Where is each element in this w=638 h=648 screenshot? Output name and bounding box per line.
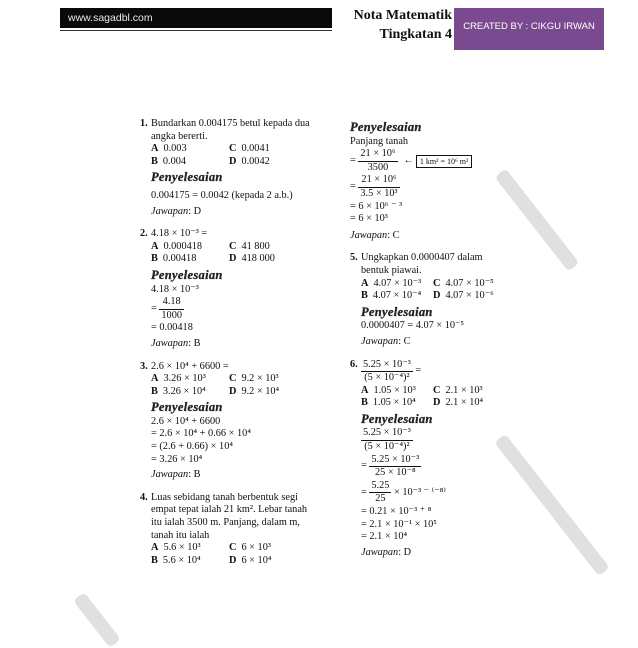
option — [229, 555, 299, 568]
denominator: 25 × 10⁻⁸ — [375, 467, 416, 479]
denominator: (5 × 10⁻⁴)² — [364, 372, 410, 384]
option-key: A — [151, 542, 159, 554]
option-value: 4.07 × 10⁻⁶ — [445, 290, 494, 302]
question-1 — [140, 118, 320, 143]
penyelesaian-heading: Penyelesaian — [361, 411, 433, 426]
option-key: C — [229, 373, 237, 385]
question-text: Bundarkan 0.004175 betul kepada dua angka bererti. — [151, 118, 310, 142]
right-column — [350, 118, 502, 559]
answer — [151, 206, 320, 219]
option-value: 5.6 × 10³ — [163, 542, 201, 554]
solution-fraction-line: = $\frac{\text{21 × 10⁶}}{\text{3.5 × 10³}}$ — [350, 174, 398, 199]
question-number: 1. — [140, 118, 148, 129]
answer-value: : D — [188, 205, 202, 217]
option-value: 0.004 — [162, 155, 187, 167]
fraction — [361, 427, 413, 453]
penyelesaian-heading: Penyelesaian — [151, 170, 223, 185]
solution-line: = 2.1 × 10⁻¹ × 10⁵ — [361, 518, 437, 530]
penyelesaian-heading: Penyelesaian — [361, 304, 433, 319]
numerator: 4.18 — [159, 296, 184, 310]
solution-fraction-line: = $\frac{5.25}{25}$ × 10⁻³ ⁻ ⁽⁻⁸⁾ — [361, 479, 446, 505]
solution-line: = (2.6 + 0.66) × 10⁴ — [151, 441, 233, 453]
option-key: B — [151, 554, 158, 566]
answer-value: : B — [188, 469, 201, 481]
option-value: 6 × 10⁴ — [241, 554, 272, 566]
option-value: 3.26 × 10⁴ — [162, 385, 206, 397]
answer-value: : B — [188, 337, 201, 349]
numerator: 21 × 10⁶ — [358, 174, 399, 188]
question-text: Luas sebidang tanah berbentuk segi empat tepat ialah 21 km². Lebar tanah itu ialah 3500 m. Panjang, dalam m, tanah itu ialah — [151, 491, 308, 541]
site-url[interactable]: www.sagadbl.com — [68, 12, 153, 24]
solution-line: Panjang tanah — [350, 135, 409, 147]
option-value: 1.05 × 10³ — [373, 384, 416, 396]
question-number: 5. — [350, 252, 358, 264]
answer — [361, 547, 502, 560]
solution-line: = 0.21 × 10⁻³ ⁺ ⁸ — [361, 506, 432, 518]
option-value: 4.07 × 10⁻⁵ — [445, 277, 494, 289]
fraction — [159, 296, 184, 322]
question-3 — [140, 361, 320, 374]
numerator: 5.25 × 10⁻³ — [361, 359, 413, 373]
solution-line: = 2.6 × 10⁴ + 0.66 × 10⁴ — [151, 428, 251, 440]
answer-label: Jawapan — [361, 335, 399, 347]
option-value: 0.00418 — [162, 253, 197, 265]
question-text: $\frac{\text{5.25 × 10⁻³}}{\text{(5 × 10⁻⁴)²}}$ = — [363, 358, 422, 384]
option-key: D — [229, 554, 237, 566]
option-key: C — [229, 542, 237, 554]
conversion-note: 1 km² = 10⁶ m² — [416, 155, 473, 168]
denominator: 3500 — [367, 161, 389, 173]
question-number: 2. — [140, 228, 148, 240]
option-key: A — [151, 240, 159, 252]
option — [361, 397, 433, 410]
option-key: A — [361, 384, 369, 396]
option-key: A — [151, 373, 159, 385]
question-number: 4. — [140, 491, 148, 503]
solution-line: = 6 × 10³ — [350, 213, 388, 225]
page-header — [0, 0, 638, 52]
credit-badge — [454, 8, 604, 50]
option — [151, 386, 229, 399]
answer-label: Jawapan — [151, 337, 189, 349]
left-column — [140, 118, 320, 567]
solution-line: 4.18 × 10⁻³ — [151, 283, 199, 295]
question-number: 6. — [350, 358, 358, 370]
option — [229, 143, 299, 156]
option-key: C — [433, 384, 441, 396]
q6-options — [361, 385, 502, 410]
question-number: 3. — [140, 360, 148, 372]
option-value: 0.0041 — [241, 143, 270, 155]
option — [151, 156, 229, 169]
option — [229, 542, 299, 555]
option-key: C — [229, 240, 237, 252]
solution-line: = 0.00418 — [151, 322, 193, 334]
option-key: B — [151, 385, 158, 397]
answer — [350, 230, 502, 243]
option-key: C — [433, 277, 441, 289]
answer-label: Jawapan — [151, 205, 189, 217]
denominator: (5 × 10⁻⁴)² — [364, 441, 410, 453]
question-text: 2.6 × 10⁴ + 6600 = — [151, 360, 229, 372]
site-banner — [60, 8, 332, 28]
question-text: Ungkapkan 0.0000407 dalam bentuk piawai. — [361, 252, 483, 276]
fraction — [369, 454, 421, 480]
q4-options — [151, 542, 320, 567]
option-value: 4.07 × 10⁻³ — [373, 277, 422, 289]
option-value: 418 000 — [241, 253, 275, 265]
header-rule — [60, 30, 332, 31]
document-title — [340, 6, 452, 44]
question-2 — [140, 228, 320, 241]
q5-options — [361, 278, 502, 303]
question-4 — [140, 492, 320, 542]
exponent-tail: × 10⁻³ ⁻ ⁽⁻⁸⁾ — [394, 486, 446, 498]
q2-options — [151, 241, 320, 266]
option-key: B — [361, 397, 368, 409]
option-key: D — [433, 290, 441, 302]
option — [433, 385, 509, 398]
option-value: 0.003 — [163, 143, 187, 155]
solution-fraction-line: = $\frac{4.18}{1000}$ — [151, 296, 182, 321]
answer — [361, 336, 502, 349]
fraction — [361, 359, 413, 385]
option-value: 9.2 × 10³ — [241, 373, 279, 385]
option-value: 2.1 × 10³ — [445, 384, 483, 396]
option-value: 6 × 10³ — [241, 542, 271, 554]
title-line-1: Nota Matematik — [353, 8, 452, 23]
option-key: A — [151, 143, 159, 155]
fraction — [358, 148, 397, 174]
solution-fraction-line: = $\frac{\text{5.25 × 10⁻³}}{\text{25 × 10⁻⁸}}$ — [361, 453, 420, 479]
option-key: B — [151, 155, 158, 167]
penyelesaian-heading: Penyelesaian — [151, 400, 223, 415]
option-key: D — [229, 385, 237, 397]
watermark-stripe — [73, 592, 121, 648]
solution-fraction-line — [361, 427, 502, 453]
fraction — [369, 480, 391, 506]
solution-fraction-line: = $\frac{\text{21 × 10⁶}}{3500}$ ← 1 km² = 10⁶ m² — [350, 148, 502, 174]
option — [229, 156, 299, 169]
option-key: B — [151, 253, 158, 265]
numerator: 5.25 × 10⁻³ — [361, 427, 413, 441]
answer-value: : C — [387, 229, 400, 241]
solution-line: 0.0000407 = 4.07 × 10⁻⁵ — [361, 320, 465, 332]
option-value: 3.26 × 10³ — [163, 373, 206, 385]
option-key: B — [361, 290, 368, 302]
numerator: 21 × 10⁶ — [358, 148, 397, 162]
solution-line: = 3.26 × 10⁴ — [151, 453, 203, 465]
option — [229, 241, 299, 254]
option-key: A — [361, 277, 369, 289]
q3-options — [151, 373, 320, 398]
solution-line: = 2.1 × 10⁴ — [361, 531, 408, 543]
answer-label: Jawapan — [361, 546, 399, 558]
option-value: 0.0042 — [241, 155, 270, 167]
question-text: 4.18 × 10⁻³ = — [151, 228, 208, 240]
option-value: 2.1 × 10⁴ — [445, 397, 484, 409]
option — [151, 241, 229, 254]
question-5 — [350, 252, 502, 277]
option — [433, 397, 509, 410]
option — [151, 253, 229, 266]
option-key: C — [229, 143, 237, 155]
solution-line: 2.6 × 10⁴ + 6600 — [151, 415, 221, 427]
denominator: 3.5 × 10³ — [360, 187, 398, 199]
option — [151, 143, 229, 156]
option — [229, 386, 299, 399]
option-value: 1.05 × 10⁴ — [372, 397, 416, 409]
question-6 — [350, 359, 502, 385]
fraction — [358, 174, 399, 200]
answer-label: Jawapan — [350, 229, 388, 241]
option-value: 5.6 × 10⁴ — [162, 554, 201, 566]
numerator: 5.25 × 10⁻³ — [369, 454, 421, 468]
option — [361, 278, 433, 291]
option-key: D — [229, 155, 237, 167]
option-key: D — [433, 397, 441, 409]
option — [151, 542, 229, 555]
option — [151, 555, 229, 568]
denominator: 25 — [375, 493, 386, 505]
watermark-stripe — [495, 168, 580, 271]
option — [151, 373, 229, 386]
option-value: 9.2 × 10⁴ — [241, 385, 280, 397]
watermark-stripe — [494, 434, 610, 577]
option-value: 4.07 × 10⁻⁴ — [372, 290, 422, 302]
penyelesaian-heading: Penyelesaian — [151, 267, 223, 282]
answer-value: : C — [398, 335, 411, 347]
option — [229, 253, 299, 266]
option — [361, 290, 433, 303]
option — [229, 373, 299, 386]
answer — [151, 338, 320, 351]
option — [433, 278, 509, 291]
answer — [151, 469, 320, 482]
credit-text: CREATED BY : CIKGU IRWAN — [463, 21, 595, 32]
title-line-2: Tingkatan 4 — [379, 27, 452, 42]
option-value: 0.000418 — [163, 240, 203, 252]
denominator: 1000 — [161, 309, 182, 321]
solution-line: 0.004175 = 0.0042 (kepada 2 a.b.) — [151, 189, 293, 201]
penyelesaian-heading: Penyelesaian — [350, 120, 422, 134]
option-value: 41 800 — [241, 240, 270, 252]
numerator: 5.25 — [369, 480, 391, 494]
answer-value: : D — [398, 546, 412, 558]
option — [433, 290, 509, 303]
option-key: D — [229, 253, 237, 265]
answer-label: Jawapan — [151, 469, 189, 481]
q1-options — [151, 143, 320, 168]
option — [361, 385, 433, 398]
solution-line: = 6 × 10⁶ ⁻ ³ — [350, 200, 403, 212]
